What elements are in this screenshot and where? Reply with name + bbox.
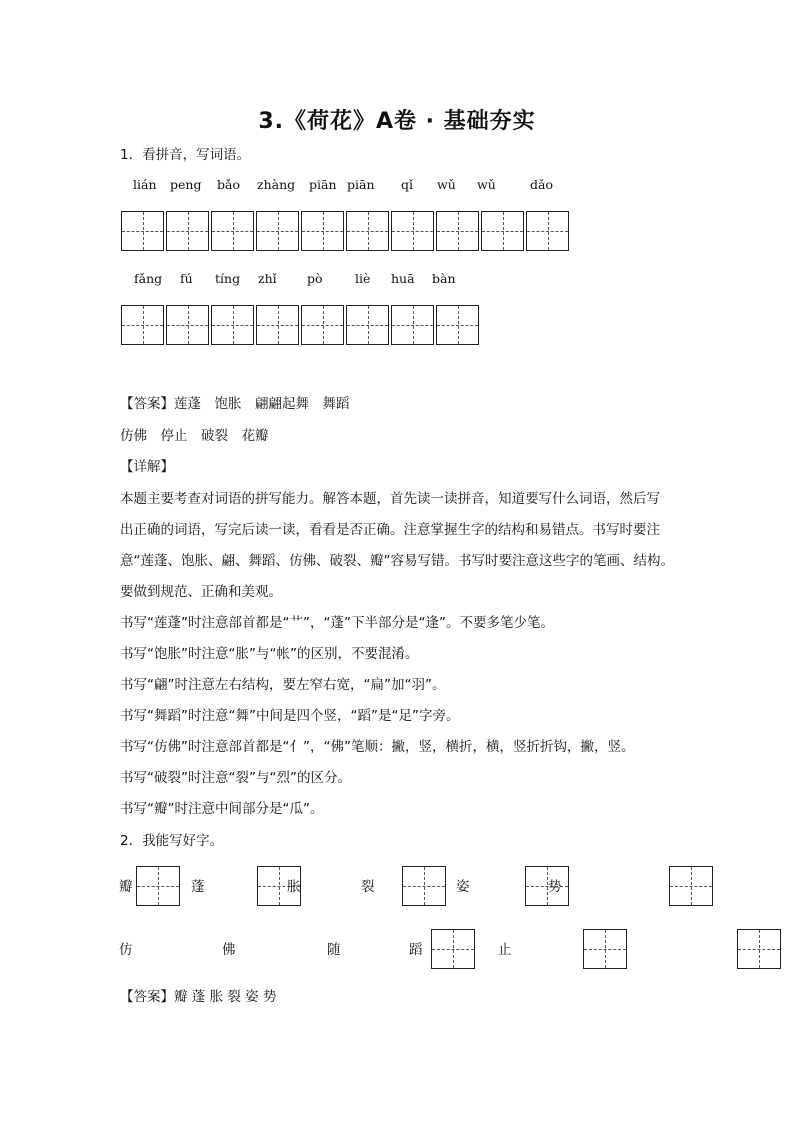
explanation-line: 书写“仿佛”时注意部首都是“亻”，“佛”笔顺：撇，竖，横折，横，竖折折钩，撇，竖。 [120,739,635,755]
writing-cell[interactable] [346,211,389,251]
writing-grid-row-1 [121,211,571,251]
writing-cell[interactable] [346,305,389,345]
practice-char: 势 [548,879,562,895]
pinyin-13: tíng [215,271,241,286]
writing-cell[interactable] [256,211,299,251]
writing-cell[interactable] [256,305,299,345]
writing-cell[interactable] [436,211,479,251]
writing-cell[interactable] [301,211,344,251]
pinyin-7: qǐ [401,177,413,192]
writing-cell[interactable] [669,866,713,906]
explanation-line: 书写“饱胀”时注意“胀”与“帐”的区别，不要混淆。 [120,646,419,662]
pinyin-17: huā [391,271,415,286]
page-title: 3.《荷花》A卷 · 基础夯实 [258,109,536,134]
pinyin-10: dǎo [530,177,553,192]
writing-cell[interactable] [136,866,180,906]
explanation-line: 书写“瓣”时注意中间部分是“瓜”。 [120,801,324,817]
pinyin-6: piān [347,177,375,192]
writing-cell[interactable] [737,929,781,969]
practice-char: 姿 [456,879,470,895]
practice-char: 佛 [222,942,236,958]
explanation-line: 要做到规范、正确和美观。 [120,584,282,600]
pinyin-4: zhàng [257,177,296,192]
writing-cell[interactable] [526,211,569,251]
pinyin-5: piān [309,177,337,192]
answer-2: 【答案】瓣 蓬 胀 裂 姿 势 [120,989,277,1005]
pinyin-12: fú [180,271,193,286]
pinyin-11: fǎng [134,271,163,286]
pinyin-16: liè [355,271,371,286]
writing-cell[interactable] [436,305,479,345]
practice-char: 仿 [119,942,133,958]
explanation-line: 书写“翩”时注意左右结构，要左窄右宽，“扁”加“羽”。 [120,677,446,693]
writing-cell[interactable] [121,305,164,345]
practice-char: 蓬 [191,879,205,895]
practice-char: 止 [498,942,512,958]
writing-cell[interactable] [431,929,475,969]
writing-grid-row-2 [121,305,481,345]
pinyin-3: bǎo [217,177,240,192]
pinyin-1: lián [133,177,157,192]
answer-1-line-2: 仿佛 停止 破裂 花瓣 [120,428,269,444]
pinyin-14: zhǐ [258,271,277,286]
writing-cell[interactable] [301,305,344,345]
writing-cell[interactable] [402,866,446,906]
writing-cell[interactable] [211,211,254,251]
practice-char: 蹈 [409,942,423,958]
writing-cell[interactable] [583,929,627,969]
explanation-line: 书写“舞蹈”时注意“舞”中间是四个竖，“蹈”是“足”字旁。 [120,708,460,724]
pinyin-9: wǔ [477,177,496,192]
practice-char: 瓣 [119,879,133,895]
writing-cell[interactable] [481,211,524,251]
pinyin-8: wǔ [437,177,456,192]
pinyin-18: bàn [432,271,456,286]
pinyin-15: pò [307,271,323,286]
writing-cell[interactable] [121,211,164,251]
question-1-prompt: 1．看拼音，写词语。 [120,147,251,163]
practice-char: 裂 [361,879,375,895]
question-2-prompt: 2．我能写好字。 [120,833,224,849]
explanation-line: 出正确的词语，写完后读一读，看看是否正确。注意掌握生字的结构和易错点。书写时要注 [120,522,660,538]
writing-cell[interactable] [211,305,254,345]
writing-cell[interactable] [391,211,434,251]
answer-1-line-1: 【答案】莲蓬 饱胀 翩翩起舞 舞蹈 [120,396,350,412]
practice-char: 胀 [287,879,301,895]
explanation-line: 本题主要考查对词语的拼写能力。解答本题，首先读一读拼音，知道要写什么词语，然后写 [120,491,660,507]
writing-cell[interactable] [166,211,209,251]
explanation-line: 书写“莲蓬”时注意部首都是“艹”，“蓬”下半部分是“逢”。不要多笔少笔。 [120,615,554,631]
practice-char: 随 [327,942,341,958]
detail-label: 【详解】 [120,459,174,475]
writing-cell[interactable] [166,305,209,345]
explanation-line: 意“莲蓬、饱胀、翩、舞蹈、仿佛、破裂、瓣”容易写错。书写时要注意这些字的笔画、结构。 [120,553,674,569]
writing-cell[interactable] [391,305,434,345]
explanation-line: 书写“破裂”时注意“裂”与“烈”的区分。 [120,770,351,786]
pinyin-2: peng [170,177,202,192]
